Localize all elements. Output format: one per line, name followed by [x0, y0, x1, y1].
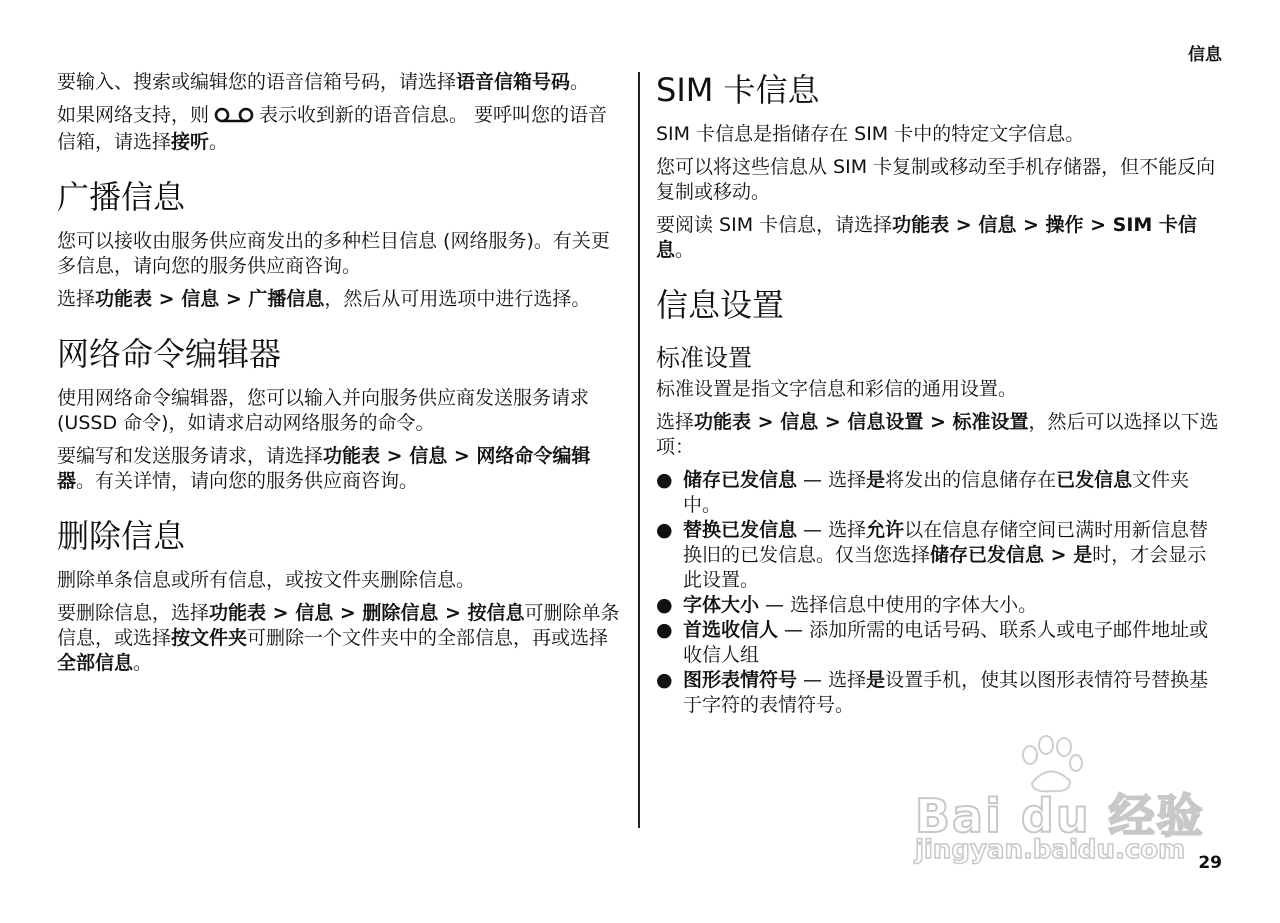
settings-heading: 信息设置 [656, 286, 785, 324]
list-item: ● 替换已发信息 — 选择允许以在信息存储空间已满时用新信息替换旧的已发信息。仅当您选择储存已发信息 > 是时，才会显示此设置。 [656, 519, 1209, 591]
broadcast-paragraph-2: 选择功能表 > 信息 > 广播信息，然后从可用选项中进行选择。 [57, 288, 591, 310]
right-column [656, 70, 1222, 718]
voicemail-paragraph-1: 要输入、搜索或编辑您的语音信箱号码，请选择语音信箱号码。 [57, 71, 590, 93]
settings-paragraph-1: 标准设置是指文字信息和彩信的通用设置。 [656, 378, 1018, 400]
delete-heading: 删除信息 [57, 517, 186, 555]
list-item: ● 储存已发信息 — 选择是将发出的信息储存在已发信息文件夹中。 [656, 469, 1190, 516]
command-editor-paragraph-1: 使用网络命令编辑器，您可以输入并向服务供应商发送服务请求 (USSD 命令)，如请求启动网络服务的命令。 [57, 387, 590, 434]
delete-paragraph-2: 要删除信息，选择功能表 > 信息 > 删除信息 > 按信息可删除单条信息，或选择按文件夹可删除一个文件夹中的全部信息，再或选择全部信息。 [57, 602, 620, 674]
watermark-url: jingyan.baidu.com [915, 835, 1186, 865]
broadcast-heading: 广播信息 [57, 178, 186, 216]
settings-options-list [656, 468, 1222, 718]
command-editor-heading: 网络命令编辑器 [57, 335, 282, 373]
page-header-title: 信息 [1188, 45, 1222, 65]
sim-heading: SIM 卡信息 [656, 71, 820, 109]
sim-paragraph-1: SIM 卡信息是指储存在 SIM 卡中的特定文字信息。 [656, 123, 1085, 145]
voicemail-paragraph-2: 如果网络支持，则 表示收到新的语音信息。 要呼叫您的语音信箱，请选择接听。 [57, 104, 608, 153]
page-number: 29 [1198, 853, 1222, 873]
sim-paragraph-2: 您可以将这些信息从 SIM 卡复制或移动至手机存储器，但不能反向复制或移动。 [656, 156, 1216, 203]
bullet-icon: ● [656, 669, 673, 691]
bullet-icon: ● [656, 619, 673, 641]
bullet-icon: ● [656, 594, 673, 616]
list-item: ● 首选收信人 — 添加所需的电话号码、联系人或电子邮件地址或收信人组 [656, 619, 1209, 666]
left-column [57, 70, 623, 684]
command-editor-paragraph-2: 要编写和发送服务请求，请选择功能表 > 信息 > 网络命令编辑器。有关详情，请向您的服务供应商咨询。 [57, 445, 591, 492]
broadcast-paragraph-1: 您可以接收由服务供应商发出的多种栏目信息 (网络服务)。有关更多信息，请向您的服务供应商咨询。 [57, 230, 610, 277]
listen-option: 接听 [171, 131, 210, 153]
sim-paragraph-3: 要阅读 SIM 卡信息，请选择功能表 > 信息 > 操作 > SIM 卡信息。 [656, 214, 1197, 261]
standard-settings-subheading: 标准设置 [656, 344, 752, 372]
column-divider [638, 72, 640, 828]
watermark-brand: Bai du 经验 [915, 789, 1205, 843]
baidu-watermark [905, 735, 1205, 875]
settings-paragraph-2: 选择功能表 > 信息 > 信息设置 > 标准设置，然后可以选择以下选项： [656, 411, 1219, 458]
bullet-icon: ● [656, 469, 673, 491]
list-item: ● 字体大小 — 选择信息中使用的字体大小。 [656, 594, 1038, 616]
delete-paragraph-1: 删除单条信息或所有信息，或按文件夹删除信息。 [57, 569, 476, 591]
bullet-icon: ● [656, 519, 673, 541]
list-item: ● 图形表情符号 — 选择是设置手机，使其以图形表情符号替换基于字符的表情符号。 [656, 669, 1209, 716]
voicemail-number-option: 语音信箱号码 [456, 71, 571, 93]
voicemail-icon [213, 105, 255, 130]
